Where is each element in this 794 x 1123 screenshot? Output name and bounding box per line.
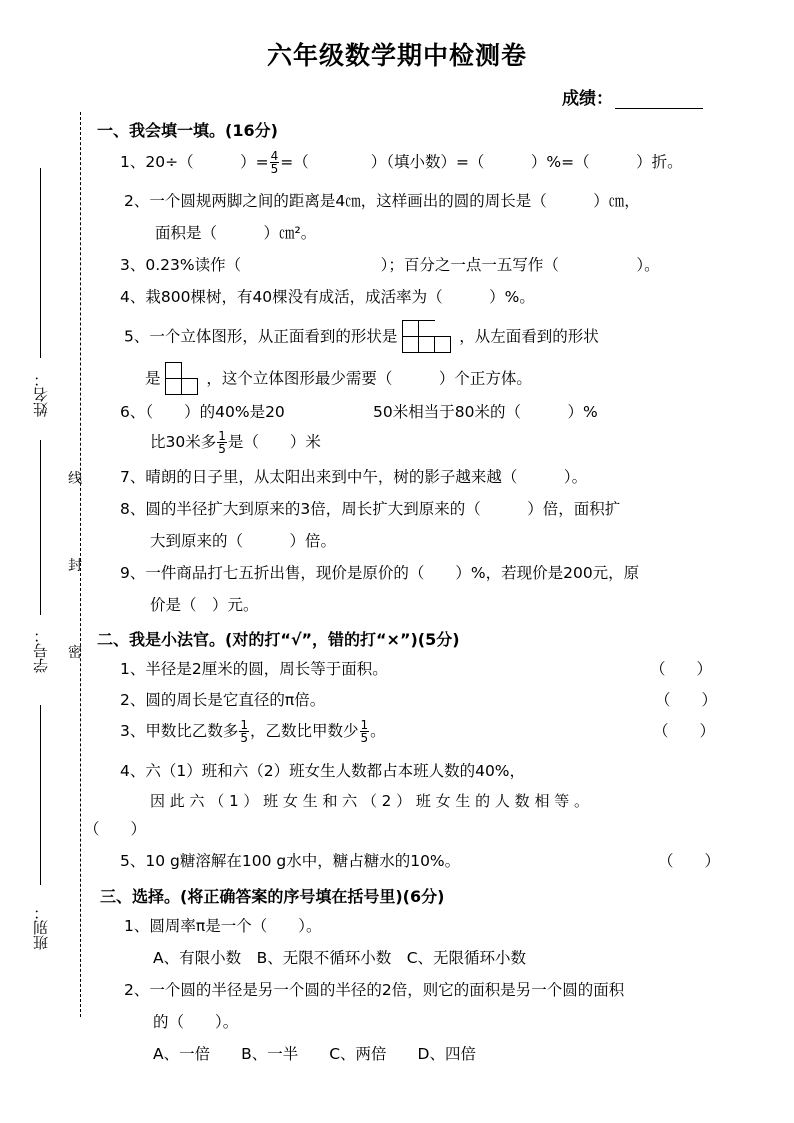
s2-q2: 2、圆的周长是它直径的π倍。	[120, 691, 326, 709]
s1-q1: 1、20÷（ ）= $\frac{4}{5}$ =（ ）（填小数）=（ ）%=（ ）折。	[120, 149, 683, 176]
s1-q8-line2: 大到原来的（ ）倍。	[150, 532, 337, 550]
s1-q2-line2: 面积是（ ）㎝²。	[155, 224, 317, 242]
seal-char-secret: 密	[68, 645, 82, 661]
s1-q7: 7、晴朗的日子里，从太阳出来到中午，树的影子越来越（ ）。	[120, 468, 588, 486]
s2-q2-bracket[interactable]: （ ）	[655, 691, 718, 709]
name-blank-line[interactable]	[40, 168, 41, 358]
page-title: 六年级数学期中检测卷	[266, 41, 527, 70]
score-label: 成绩：	[562, 89, 613, 109]
s3-q2-line2: 的（ ）。	[153, 1013, 239, 1031]
s2-q5: 5、10 g糖溶解在100 g水中，糖占糖水的10%。	[120, 852, 461, 870]
s2-q5-bracket[interactable]: （ ）	[658, 852, 721, 870]
s2-q1: 1、半径是2厘米的圆，周长等于面积。	[120, 660, 388, 678]
s1-q6-line1b: 50米相当于80米的（ ）%	[373, 403, 598, 421]
s1-q9-line1: 9、一件商品打七五折出售，现价是原价的（ ）%，若现价是200元，原	[120, 564, 640, 582]
s1-q5-line2: 是 ，这个立体图形最少需要（ ）个正方体。	[145, 362, 532, 396]
s1-q6-line2: 比30米多 $\frac{1}{5}$ 是（ ）米	[150, 429, 321, 456]
s2-q4-line2: 因 此 六 （ 1 ） 班 女 生 和 六 （ 2 ） 班 女 生 的 人 数 相 等 。	[150, 792, 589, 810]
section2-heading: 二、我是小法官。(对的打“√”，错的打“×”)(5分)	[97, 630, 460, 649]
fraction: $\frac{1}{5}$	[240, 718, 249, 745]
score-field	[562, 84, 703, 109]
id-label: 学号：	[32, 628, 50, 673]
s1-q6-line1a: 6、（ ）的40%是20	[120, 403, 285, 421]
fraction: $\frac{1}{5}$	[218, 429, 226, 456]
name-label: 姓名：	[32, 372, 50, 417]
section3-heading: 三、选择。(将正确答案的序号填在括号里)(6分)	[100, 887, 445, 906]
s2-q1-bracket[interactable]: （ ）	[650, 660, 713, 678]
s3-q1-options: A、有限小数 B、无限不循环小数 C、无限循环小数	[153, 949, 527, 967]
class-blank-line[interactable]	[40, 705, 41, 885]
s1-q8-line1: 8、圆的半径扩大到原来的3倍，周长扩大到原来的（ ）倍，面积扩	[120, 500, 621, 518]
seal-char-seal: 封	[68, 558, 82, 574]
s1-q4: 4、栽800棵树，有40棵没有成活，成活率为（ ）%。	[120, 288, 535, 306]
seal-char-line: 线	[68, 471, 82, 487]
id-blank-line[interactable]	[40, 440, 41, 615]
s1-q2-line1: 2、一个圆规两脚之间的距离是4㎝，这样画出的圆的周长是（ ）㎝，	[124, 192, 640, 210]
fraction: $\frac{4}{5}$	[270, 149, 279, 176]
s1-q3: 3、0.23%读作（ ）；百分之一点一五写作（ ）。	[120, 256, 660, 274]
score-blank[interactable]	[615, 92, 703, 109]
s1-q5-line1: 5、一个立体图形，从正面看到的形状是 ，从左面看到的形状	[124, 320, 599, 354]
left-view-shape	[165, 362, 201, 396]
front-view-shape	[402, 320, 454, 354]
section1-heading: 一、我会填一填。(16分)	[97, 121, 278, 140]
s2-q4-bracket[interactable]: （ ）	[84, 820, 147, 838]
s1-q9-line2: 价是（ ）元。	[150, 596, 259, 614]
s2-q4-line1: 4、六（1）班和六（2）班女生人数都占本班人数的40%，	[120, 762, 526, 780]
s2-q3-bracket[interactable]: （ ）	[653, 722, 716, 740]
fraction: $\frac{1}{5}$	[360, 718, 369, 745]
s3-q1: 1、圆周率π是一个（ ）。	[124, 917, 322, 935]
s3-q2-line1: 2、一个圆的半径是另一个圆的半径的2倍，则它的面积是另一个圆的面积	[124, 981, 625, 999]
class-label: 班别：	[32, 905, 50, 950]
s2-q3: 3、甲数比乙数多 $\frac{1}{5}$ ，乙数比甲数少 $\frac{1}{5}$ 。	[120, 718, 386, 745]
s3-q2-options: A、一倍 B、一半 C、两倍 D、四倍	[153, 1045, 476, 1063]
